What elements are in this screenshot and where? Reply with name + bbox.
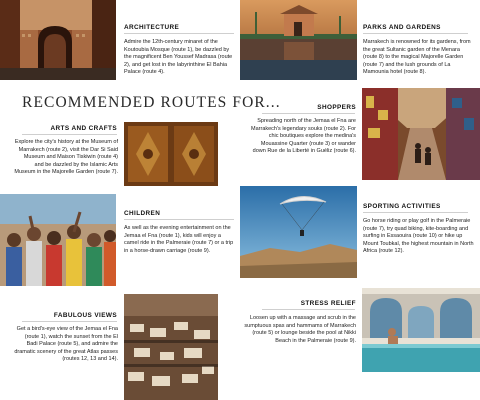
stress-text: Loosen up with a massage and scrub in the sumptuous spas and hammams of Marrakech (route 5) or lounge beside the pool at Nikki Beach in the Palmeraie (route 9). bbox=[244, 315, 356, 344]
shoppers-rule bbox=[262, 113, 355, 114]
sporting-title: SPORTING ACTIVITIES bbox=[363, 203, 441, 210]
shoppers-text: Spreading north of the Jemaa el Fna are Marrakech's legendary souks (route 2). For chic boutiques explore the medina's Mouassine Quarter (route 3) or wander down Rue de la Liberté in Guéliz (route 6). bbox=[251, 118, 356, 155]
architecture-title: ARCHITECTURE bbox=[124, 24, 180, 31]
views-rule bbox=[22, 321, 117, 322]
sporting-rule bbox=[363, 212, 468, 213]
sporting-text: Go horse riding or play golf in the Palmeraie (route 7), try quad biking, kite-boarding and surfing in Essaouira (route 10) or hike up Mount Toubkal, the highest mountain in North Africa (route 12). bbox=[363, 218, 474, 255]
children-group-photo bbox=[0, 194, 116, 286]
children-rule bbox=[124, 219, 234, 220]
arts-text: Explore the city's history at the Museum of Marrakech (route 2), visit the Dar Si Said Museum and Maison Tiskiwin (route 4) and be dazzled by the Islamic Arts Museum in the Majorelle Garden (route 7). bbox=[14, 139, 118, 176]
children-text: As well as the evening entertainment on the Jemaa el Fna (route 1), kids will enjoy a camel ride in the Palmeraie (route 7) or a trip in a horse-drawn carriage (route 9). bbox=[124, 225, 234, 254]
souk-street-photo bbox=[362, 88, 480, 180]
shoppers-title: SHOPPERS bbox=[317, 104, 356, 111]
carved-cedar-door-photo bbox=[124, 122, 218, 186]
jemaa-el-fna-aerial-photo bbox=[124, 294, 218, 400]
parks-rule bbox=[363, 33, 468, 34]
children-title: CHILDREN bbox=[124, 210, 161, 217]
views-title: FABULOUS VIEWS bbox=[53, 312, 117, 319]
architecture-rule bbox=[124, 33, 234, 34]
stress-title: STRESS RELIEF bbox=[300, 300, 356, 307]
stress-rule bbox=[262, 309, 355, 310]
arts-title: ARTS AND CRAFTS bbox=[50, 125, 117, 132]
menara-pavilion-photo bbox=[240, 0, 357, 80]
hammam-pool-photo bbox=[362, 288, 480, 372]
parks-text: Marrakech is renowned for its gardens, from the great Sultanic garden of the Menara (route 8) to the magical Majorelle Garden (route 7) and the lush grounds of La Mamounia hotel (route 8). bbox=[363, 39, 471, 76]
arts-rule bbox=[22, 134, 117, 135]
views-text: Get a bird's-eye view of the Jemaa el Fna (route 1), watch the sunset from the El Badi Palace (route 5), and admire the dramatic scenery of the great Atlas passes (routes 12, 13 and 14). bbox=[14, 326, 118, 363]
architecture-text: Admire the 12th-century minaret of the Koutoubia Mosque (route 1), be dazzled by the magnificent Ben Youssef Madrasa (route 2), and get lost in the labyrinthine El Bahia Palace (route 4). bbox=[124, 39, 233, 76]
paraglider-photo bbox=[240, 186, 357, 278]
parks-title: PARKS AND GARDENS bbox=[363, 24, 441, 31]
madrasa-courtyard-photo bbox=[0, 0, 116, 80]
page-heading: RECOMMENDED ROUTES FOR... bbox=[22, 94, 281, 111]
